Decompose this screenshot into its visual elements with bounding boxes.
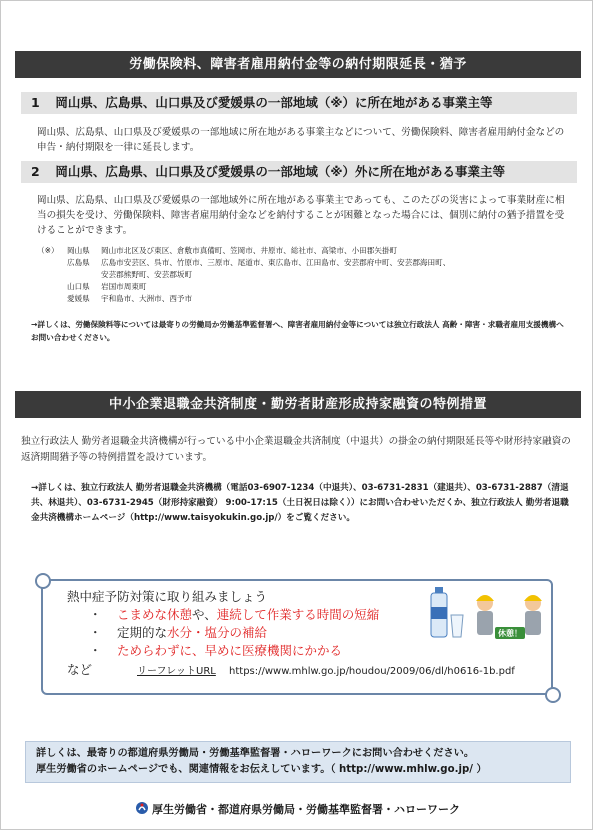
item2-body: 岡山県、広島県、山口県及び愛媛県の一部地域外に所在地がある事業主であっても、このたびの災害によって事業財産に相当の損失を受け、労働保険料、障害者雇用納付金などを納付することが困難となった場合には、個別に納付の猶予措置を受けることができます。: [37, 195, 565, 236]
footer-line2: 厚生労働省のホームページでも、関連情報をお伝えしています。（ http://www.mhlw.go.jp/ ）: [36, 764, 487, 775]
region-row: [37, 269, 567, 281]
worker-icon: [524, 595, 542, 635]
bullet-text: こまめな休憩: [116, 607, 192, 622]
item2-heading: [21, 161, 577, 183]
scroll-curl-decoration: [545, 687, 561, 703]
worker-icon: [476, 595, 494, 635]
item2-number: 2: [31, 164, 40, 179]
section2-contact: →詳しくは、独立行政法人 勤労者退職金共済機構（電話03-6907-1234（中退共）、03-6731-2831（建退共）、03-6731-2887（清退共、林退共）、03-6731-2945（財形持家融資） 9:00-17:15（土日祝日は除く））にお問い合わせいただくか、独立行政法人 勤労者退職金共済機構ホームページ（http://www.taisyokukin.go.jp/）をご覧ください。: [31, 483, 569, 523]
region-row: [37, 257, 567, 269]
region-row: [37, 245, 567, 257]
item2-heading-text: 岡山県、広島県、山口県及び愛媛県の一部地域（※）外に所在地がある事業主等: [55, 164, 506, 179]
bullet-mark: ・: [89, 643, 102, 658]
leaflet-url[interactable]: https://www.mhlw.go.jp/houdou/2009/06/dl/h0616-1b.pdf: [229, 666, 515, 677]
footer-line1: 詳しくは、最寄りの都道府県労働局・労働基準監督署・ハローワークにお問い合わせください。: [36, 748, 475, 759]
bullet-mark: ・: [89, 625, 102, 640]
mhlw-logo-icon: [135, 801, 149, 815]
region-cities: 広島市安芸区、呉市、竹原市、三原市、尾道市、東広島市、江田島市、安芸郡府中町、安芸郡海田町、: [101, 258, 451, 267]
region-prefecture: 岡山県: [67, 246, 90, 255]
item1-body: 岡山県、広島県、山口県及び愛媛県の一部地域に所在地がある事業主などについて、労働保険料、障害者雇用納付金などの申告・納付期限を一律に延長します。: [37, 127, 565, 153]
bullet-text: 連続して作業する時間の短縮: [216, 607, 380, 622]
region-note-mark: （※）: [37, 246, 59, 255]
rest-sign-text: 休憩！: [498, 629, 522, 638]
region-row: [37, 293, 567, 305]
section2-body: 独立行政法人 勤労者退職金共済機構が行っている中小企業退職金共済制度（中退共）の掛金の納付期限延長等や財形持家融資の返済期間猶予等の特例措置を設けています。: [21, 436, 571, 463]
heatstroke-title: 熱中症予防対策に取り組みましょう: [67, 589, 268, 604]
region-cities: 安芸郡熊野町、安芸郡坂町: [101, 270, 193, 279]
region-prefecture: 山口県: [67, 282, 90, 291]
leaflet-link[interactable]: [137, 662, 515, 677]
section1-contact-note: →詳しくは、労働保険料等については最寄りの労働局か労働基準監督署へ、障害者雇用納付金等については独立行政法人 高齢・障害・求職者雇用支援機構へお問い合わせください。: [31, 320, 564, 342]
region-row: [37, 281, 567, 293]
water-bottle-icon: [431, 587, 447, 637]
section1-banner: 労働保険料、障害者雇用納付金等の納付期限延長・猶予: [15, 51, 581, 78]
item1-number: 1: [31, 95, 40, 110]
heatstroke-bullet: [89, 623, 267, 641]
item1-heading-text: 岡山県、広島県、山口県及び愛媛県の一部地域（※）に所在地がある事業主等: [55, 95, 493, 110]
region-cities: 岩国市周東町: [101, 282, 147, 291]
bullet-mark: ・: [89, 607, 102, 622]
affected-regions-list: [37, 245, 567, 305]
footer-organizations: [1, 801, 593, 817]
footer-org-text: 厚生労働省・都道府県労働局・労働基準監督署・ハローワーク: [152, 803, 460, 816]
region-prefecture: 広島県: [67, 258, 90, 267]
scroll-curl-decoration: [35, 573, 51, 589]
heatstroke-bullet: [89, 641, 342, 659]
cup-icon: [451, 615, 463, 637]
leaflet-label[interactable]: リーフレットURL: [137, 666, 216, 677]
bullet-text: 定期的な: [116, 625, 167, 640]
region-prefecture: 愛媛県: [67, 294, 90, 303]
bullet-text: ためらわずに、早めに医療機関にかかる: [116, 643, 342, 658]
bullet-text: 水分・塩分の補給: [167, 625, 268, 640]
heatstroke-etc: など: [67, 662, 93, 677]
item1-heading: [21, 92, 577, 114]
rest-sign-icon: [495, 627, 525, 639]
footer-info-box: [25, 741, 571, 783]
section2-banner: 中小企業退職金共済制度・勤労者財産形成持家融資の特例措置: [15, 391, 581, 418]
heatstroke-illustration: [429, 585, 553, 647]
heatstroke-bullet: [89, 605, 379, 623]
region-cities: 岡山市北区及び東区、倉敷市真備町、笠岡市、井原市、総社市、高梁市、小田郡矢掛町: [101, 246, 398, 255]
region-cities: 宇和島市、大洲市、西予市: [101, 294, 193, 303]
bullet-text: や、: [192, 607, 217, 622]
